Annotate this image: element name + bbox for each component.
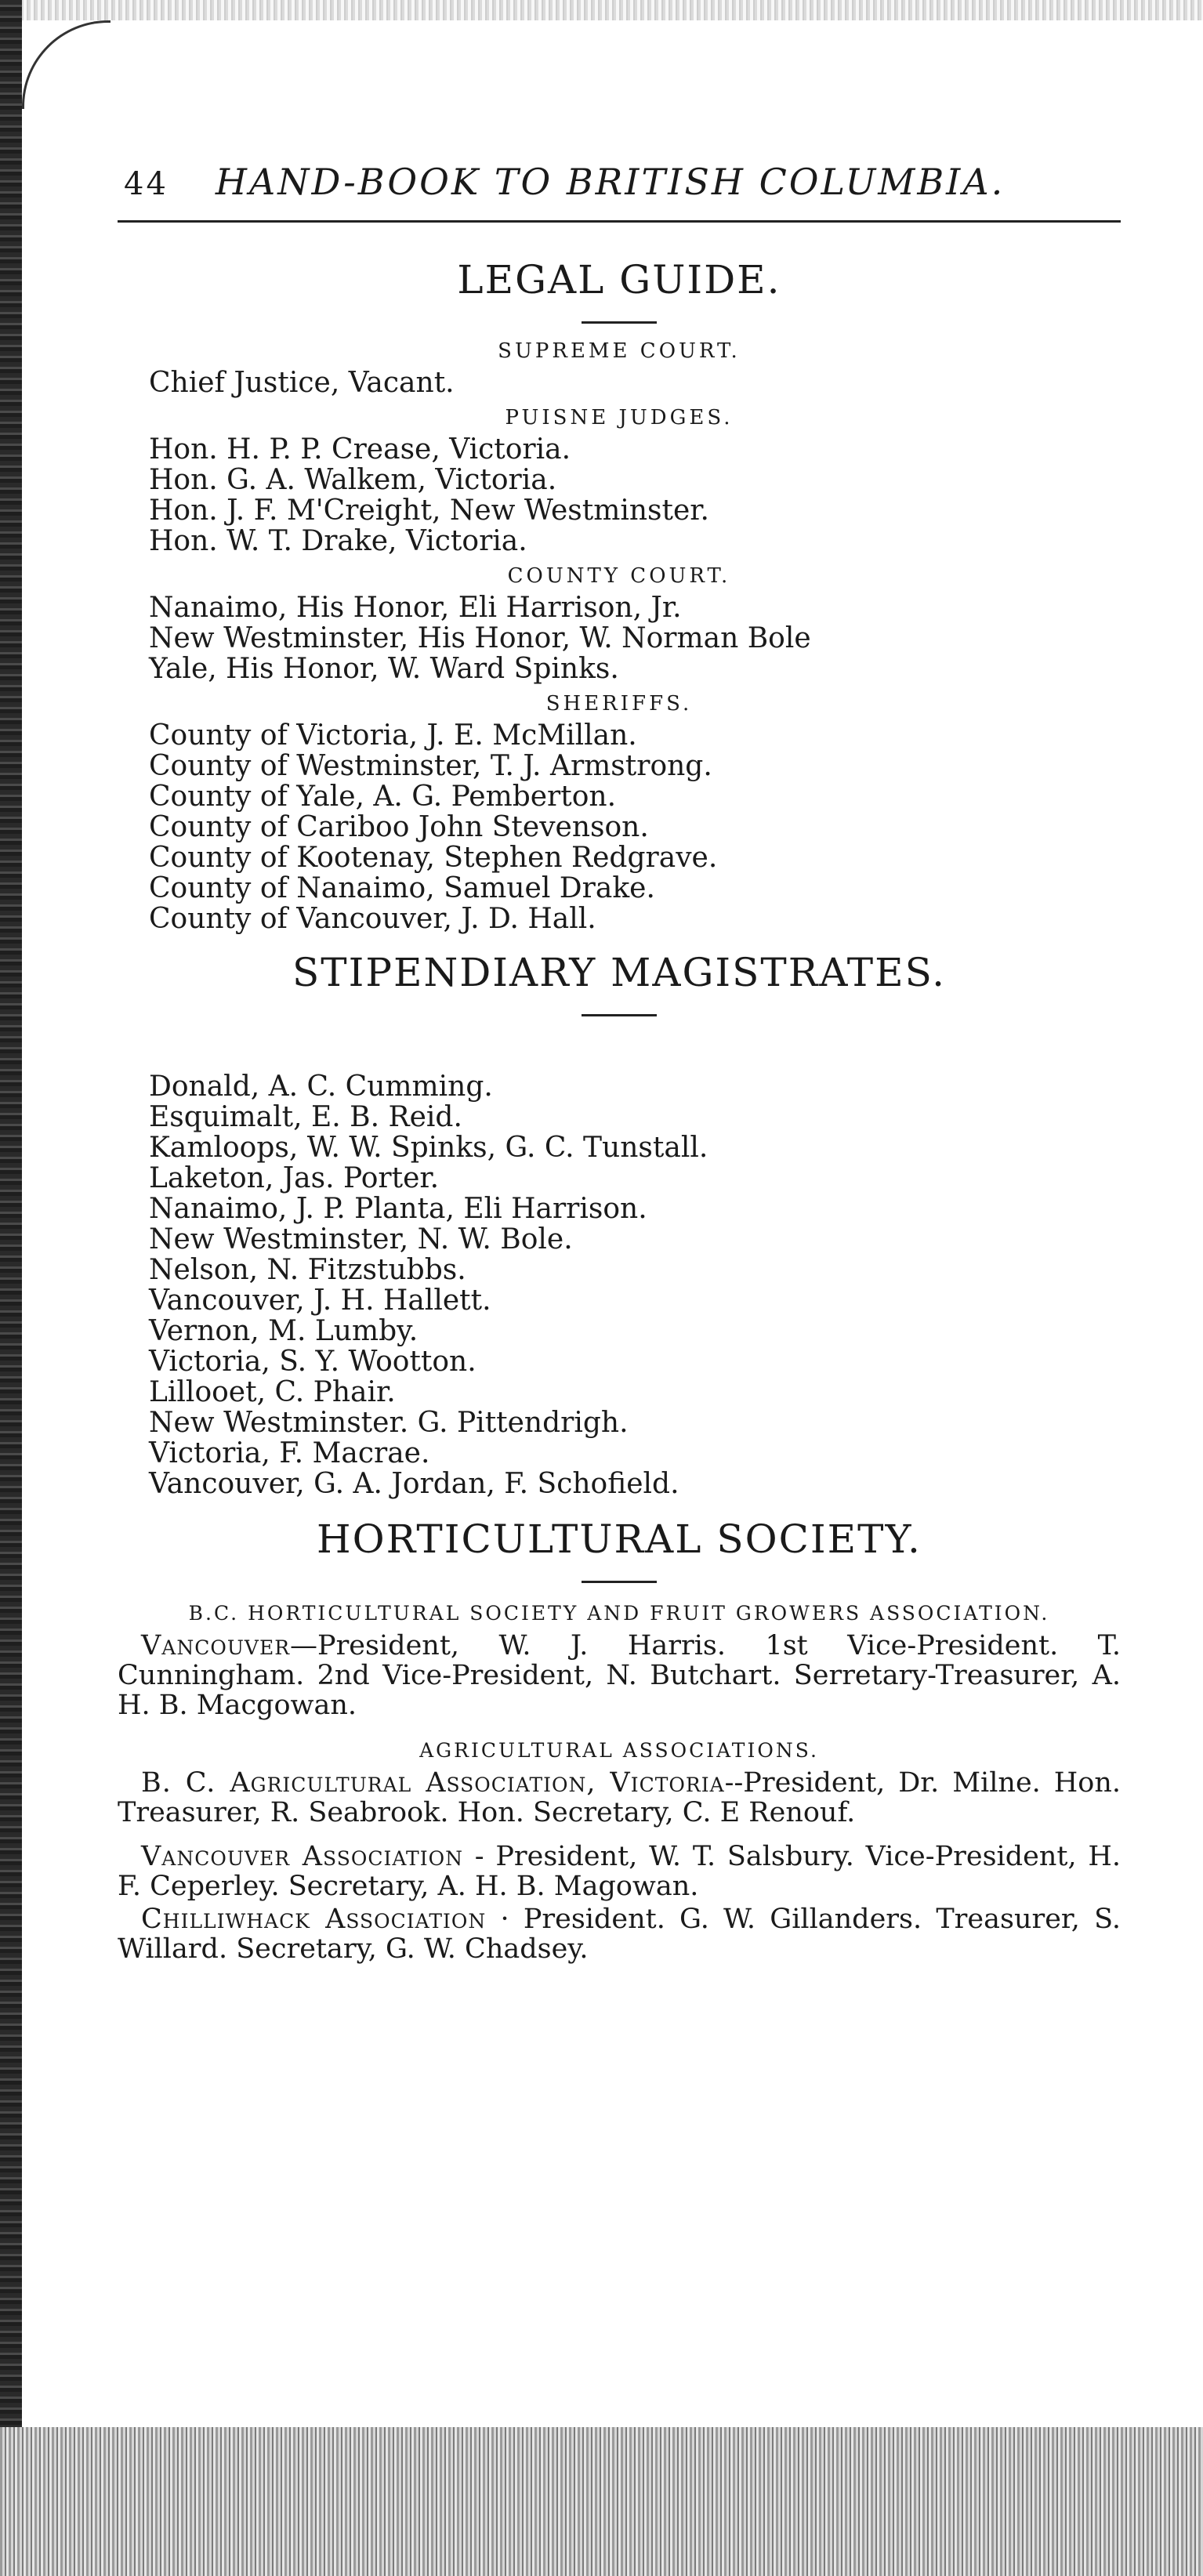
chilliwhack-paragraph	[118, 1904, 1121, 1964]
list-item: Hon. G. A. Walkem, Victoria.	[149, 464, 557, 496]
paragraph-lead: B. C. Agricultural Association, Victoria	[141, 1767, 725, 1799]
paragraph-lead: Vancouver Association	[141, 1841, 463, 1872]
list-item: County of Kootenay, Stephen Redgrave.	[149, 842, 718, 874]
list-item: New Westminster, His Honor, W. Norman Bole	[149, 622, 811, 654]
section-rule	[582, 1581, 657, 1583]
horticultural-title: HORTICULTURAL SOCIETY.	[317, 1516, 922, 1562]
vancouver-association-paragraph	[118, 1842, 1121, 1901]
paragraph-text: · President. G. W. Gillanders. Treasurer, S. Willard. Secretary, G. W. Chadsey.	[118, 1904, 1121, 1965]
legal-guide-title: LEGAL GUIDE.	[457, 257, 781, 303]
list-item: Vancouver, G. A. Jordan, F. Schofield.	[149, 1468, 679, 1500]
agricultural-heading: AGRICULTURAL ASSOCIATIONS.	[419, 1739, 819, 1762]
agricultural-paragraph	[118, 1768, 1121, 1828]
list-item: County of Yale, A. G. Pemberton.	[149, 781, 617, 813]
list-item: Chief Justice, Vacant.	[149, 367, 455, 399]
supreme-court-heading: SUPREME COURT.	[498, 339, 741, 363]
list-item: Hon. W. T. Drake, Victoria.	[149, 525, 527, 557]
list-item: County of Nanaimo, Samuel Drake.	[149, 872, 655, 904]
page-binding-edge	[0, 0, 22, 2576]
list-item: Lillooet, C. Phair.	[149, 1376, 396, 1408]
list-item: Hon. H. P. P. Crease, Victoria.	[149, 433, 571, 466]
list-item: Nelson, N. Fitzstubbs.	[149, 1254, 466, 1286]
paragraph-lead: Chilliwhack Association	[141, 1904, 487, 1935]
list-item: Hon. J. F. M'Creight, New Westminster.	[149, 495, 709, 527]
vancouver-paragraph	[118, 1631, 1121, 1720]
list-item: Vernon, M. Lumby.	[149, 1315, 419, 1347]
list-item: Yale, His Honor, W. Ward Spinks.	[149, 653, 619, 685]
header-rule	[118, 220, 1121, 223]
list-item: Nanaimo, J. P. Planta, Eli Harrison.	[149, 1193, 647, 1225]
stipendiary-title: STIPENDIARY MAGISTRATES.	[292, 950, 947, 995]
paragraph-text: - President, W. T. Salsbury. Vice-President, H. F. Ceperley. Secretary, A. H. B. Magowan.	[118, 1841, 1121, 1902]
page-top-edge	[0, 0, 1203, 20]
list-item: County of Cariboo John Stevenson.	[149, 811, 649, 843]
list-item: Esquimalt, E. B. Reid.	[149, 1101, 462, 1133]
running-head	[118, 161, 1121, 203]
list-item: Nanaimo, His Honor, Eli Harrison, Jr.	[149, 592, 682, 624]
document-page	[118, 161, 1121, 1967]
association-heading: B.C. HORTICULTURAL SOCIETY AND FRUIT GROWERS ASSOCIATION.	[188, 1602, 1050, 1625]
sheriffs-heading: SHERIFFS.	[545, 692, 693, 716]
list-item: Victoria, F. Macrae.	[149, 1437, 430, 1469]
section-rule	[582, 321, 657, 324]
book-title: HAND-BOOK TO BRITISH COLUMBIA.	[215, 161, 1006, 203]
list-item: Donald, A. C. Cumming.	[149, 1071, 493, 1103]
section-rule	[582, 1014, 657, 1016]
list-item: New Westminster, N. W. Bole.	[149, 1223, 573, 1255]
paragraph-text: —President, W. J. Harris. 1st Vice-President. T. Cunningham. 2nd Vice-President, N. Butchart. Serretary-Treasurer, A. H. B. Macgowan.	[118, 1630, 1121, 1721]
list-item: Victoria, S. Y. Wootton.	[149, 1346, 476, 1378]
list-item: County of Westminster, T. J. Armstrong.	[149, 750, 712, 782]
list-item: Vancouver, J. H. Hallett.	[149, 1284, 491, 1317]
paragraph-lead: Vancouver	[141, 1630, 291, 1661]
county-court-heading: COUNTY COURT.	[507, 564, 731, 588]
list-item: New Westminster. G. Pittendrigh.	[149, 1407, 629, 1439]
list-item: County of Vancouver, J. D. Hall.	[149, 903, 596, 935]
list-item: Kamloops, W. W. Spinks, G. C. Tunstall.	[149, 1132, 708, 1164]
puisne-judges-heading: PUISNE JUDGES.	[505, 406, 734, 429]
paragraph-text: --President, Dr. Milne. Hon. Treasurer, R. Seabrook. Hon. Secretary, C. E Renouf.	[118, 1767, 1121, 1828]
page-bottom-edge	[0, 2427, 1203, 2576]
page-number: 44	[124, 166, 168, 202]
page-corner	[22, 20, 111, 109]
list-item: Laketon, Jas. Porter.	[149, 1162, 440, 1194]
list-item: County of Victoria, J. E. McMillan.	[149, 719, 637, 752]
